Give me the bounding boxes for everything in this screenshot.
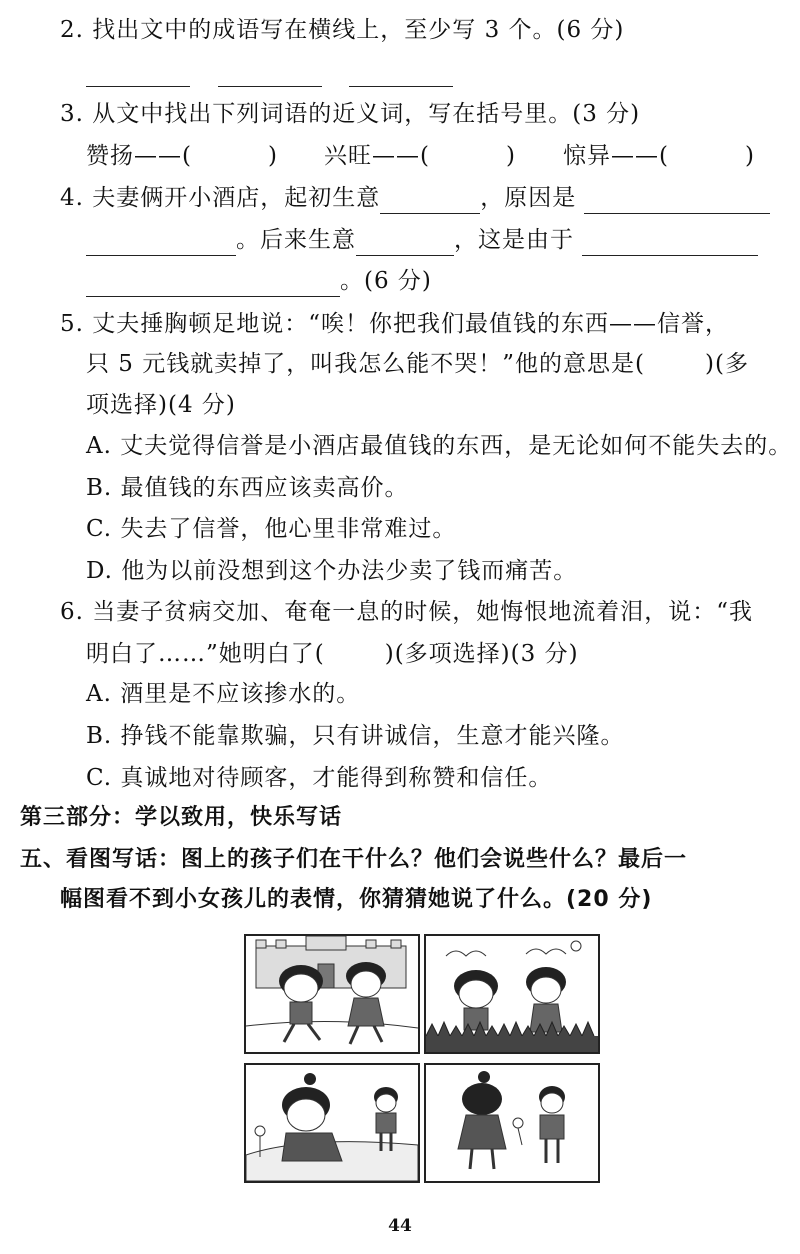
- boy-giving-flower-illustration: [426, 1065, 598, 1181]
- synonym-pair: 惊异——( ): [563, 143, 755, 169]
- answer-blank[interactable]: [380, 189, 480, 214]
- answer-blank[interactable]: [218, 86, 322, 87]
- answer-blank[interactable]: [86, 231, 236, 256]
- comic-panel-2: [424, 934, 600, 1054]
- synonym-word: 兴旺——(: [324, 143, 430, 169]
- question-5-cont: 项选择)(4 分): [86, 392, 236, 418]
- synonym-pair: 兴旺——( ): [324, 143, 516, 169]
- question-5-cont: 只 5 元钱就卖掉了，叫我怎么能不哭！”他的意思是( )(多: [86, 351, 749, 377]
- question-5: 5. 丈夫捶胸顿足地说：“唉！你把我们最值钱的东西——信誉，: [60, 311, 730, 337]
- synonym-word: 惊异——(: [563, 143, 669, 169]
- comic-panel-4: [424, 1063, 600, 1183]
- answer-blank[interactable]: [356, 231, 454, 256]
- children-smiling-illustration: [426, 936, 598, 1052]
- writing-prompt-cont: 幅图看不到小女孩儿的表情，你猜猜她说了什么。(20 分): [60, 887, 653, 912]
- option-a: A. 酒里是不应该掺水的。: [86, 681, 361, 707]
- girl-fallen-illustration: [246, 1065, 418, 1181]
- question-4: 4. 夫妻俩开小酒店，起初生意 ，原因是: [60, 182, 770, 214]
- synonym-pair: 赞扬——( ): [86, 143, 278, 169]
- comic-panel-3: [244, 1063, 420, 1183]
- option-c: C. 真诚地对待顾客，才能得到称赞和信任。: [86, 765, 553, 791]
- question-2: 2. 找出文中的成语写在横线上，至少写 3 个。(6 分): [60, 17, 625, 43]
- question-3: 3. 从文中找出下列词语的近义词，写在括号里。(3 分): [60, 101, 641, 127]
- page-number: 44: [388, 1216, 412, 1236]
- option-b: B. 挣钱不能靠欺骗，只有讲诚信，生意才能兴隆。: [86, 723, 625, 749]
- option-c: C. 失去了信誉，他心里非常难过。: [86, 516, 457, 542]
- comic-panel-1: [244, 934, 420, 1054]
- question-4-cont: 。后来生意 ，这是由于: [86, 224, 758, 256]
- answer-blank[interactable]: [86, 86, 190, 87]
- children-running-illustration: [246, 936, 418, 1052]
- question-6-cont: 明白了……”她明白了( )(多项选择)(3 分): [86, 641, 579, 667]
- writing-prompt: 五、看图写话：图上的孩子们在干什么？他们会说些什么？最后一: [20, 847, 688, 872]
- answer-blank[interactable]: [86, 272, 340, 297]
- answer-blank[interactable]: [582, 231, 758, 256]
- answer-blank[interactable]: [349, 86, 453, 87]
- section-heading: 第三部分：学以致用，快乐写话: [20, 805, 343, 830]
- synonym-word: 赞扬——(: [86, 143, 192, 169]
- option-d: D. 他为以前没想到这个办法少卖了钱而痛苦。: [86, 558, 578, 584]
- question-6: 6. 当妻子贫病交加、奄奄一息的时候，她悔恨地流着泪，说：“我: [60, 599, 754, 625]
- question-4-end: 。(6 分): [86, 265, 432, 297]
- option-a: A. 丈夫觉得信誉是小酒店最值钱的东西，是无论如何不能失去的。: [86, 433, 793, 459]
- answer-blank[interactable]: [584, 189, 770, 214]
- option-b: B. 最值钱的东西应该卖高价。: [86, 475, 409, 501]
